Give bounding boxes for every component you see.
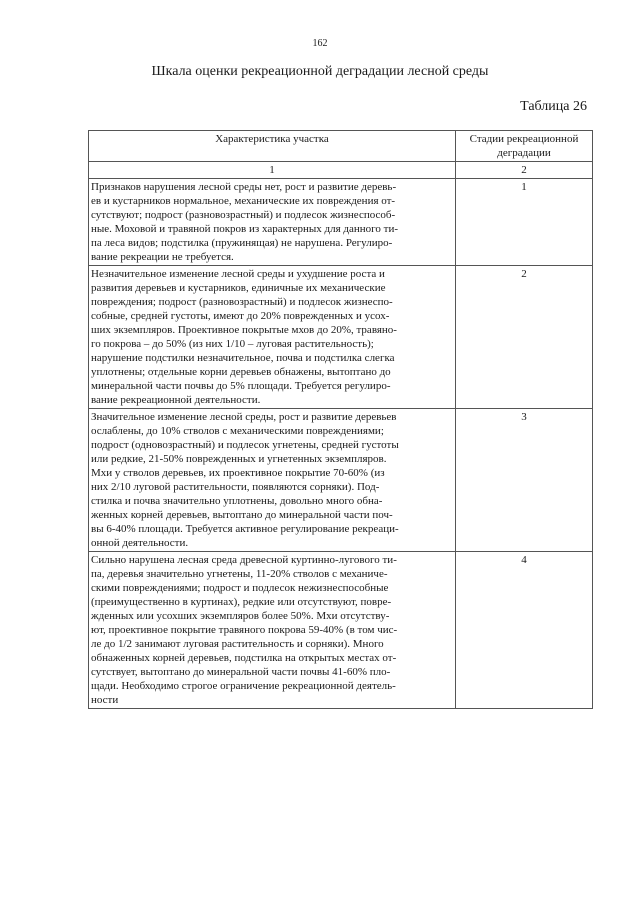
row-1-description: Признаков нарушения лесной среды нет, рост и развитие деревь- ев и кустарников нормальное, механические их повреждения от- сутствуют; подрост (разновозрастный) и подлесок жизнеспособ- ные. Моховой и травяной покров из характерных для данного ти- па леса видов; подстилка (пружинящая) не нарушена. Регулиро- вание рекреации не требуется. [89,179,456,266]
column-number-row [89,162,593,179]
degradation-scale-table [88,130,593,709]
row-4-description: Сильно нарушена лесная среда древесной куртинно-лугового ти- па, деревья значительно угнетены, 11-20% стволов с механиче- скими повреждениями; подрост и подлесок нежизнеспособные (преимущественно в куртинах), редкие или отсутствуют, повре- жденных или усохших экземпляров более 50%. Мхи отсутству- ют, проективное покрытие травяного покрова 59-40% (в том чис- ле до 1/2 занимают луговая растительность и сорняки). Много обнаженных корней деревьев, подстилка на открытых местах от- сутствует, вытоптано до минеральной части почвы 41-60% пло- щади. Необходимо строгое ограничение рекреационной деятель- ности [89,552,456,709]
column-number-1: 1 [89,162,456,179]
table-row [89,409,593,552]
table-row [89,552,593,709]
row-4-stage: 4 [456,552,593,709]
page-number: 162 [312,38,328,49]
row-3-description: Значительное изменение лесной среды, рост и развитие деревьев ослаблены, до 10% стволов с механическими повреждениями; подрост (одновозрастный) и подлесок угнетены, средней густоты или редкие, 21-50% поврежденных и угнетенных экземпляров. Мхи у стволов деревьев, их проективное покрытие 70-60% (из них 2/10 луговой растительности, появляются сорняки). Под- стилка и почва значительно уплотнены, довольно много обна- женных корней деревьев, вытоптано до минеральной части поч- вы 6-40% площади. Требуется активное регулирование рекреаци- онной деятельности. [89,409,456,552]
table-row [89,179,593,266]
header-degradation-stage: Стадии рекреационной деградации [456,131,593,162]
column-number-2: 2 [456,162,593,179]
row-1-stage: 1 [456,179,593,266]
table-row [89,266,593,409]
row-2-stage: 2 [456,266,593,409]
table-caption: Таблица 26 [520,99,587,114]
row-3-stage: 3 [456,409,593,552]
header-site-characteristic: Характеристика участка [89,131,456,162]
row-2-description: Незначительное изменение лесной среды и ухудшение роста и развития деревьев и кустарников, единичные их механические повреждения; подрост (разновозрастный) и подлесок жизнеспо- собные, средней густоты, имеют до 20% поврежденных и усох- ших экземпляров. Проективное покрытые мхов до 20%, травяно- го покрова – до 50% (из них 1/10 – луговая растительность); нарушение подстилки незначительное, почва и подстилка слегка уплотнены; отдельные корни деревьев обнажены, вытоптано до минеральной части почвы до 5% площади. Требуется регулиро- вание рекреационной деятельности. [89,266,456,409]
table-header-row [89,131,593,162]
document-title: Шкала оценки рекреационной деградации лесной среды [151,64,489,79]
